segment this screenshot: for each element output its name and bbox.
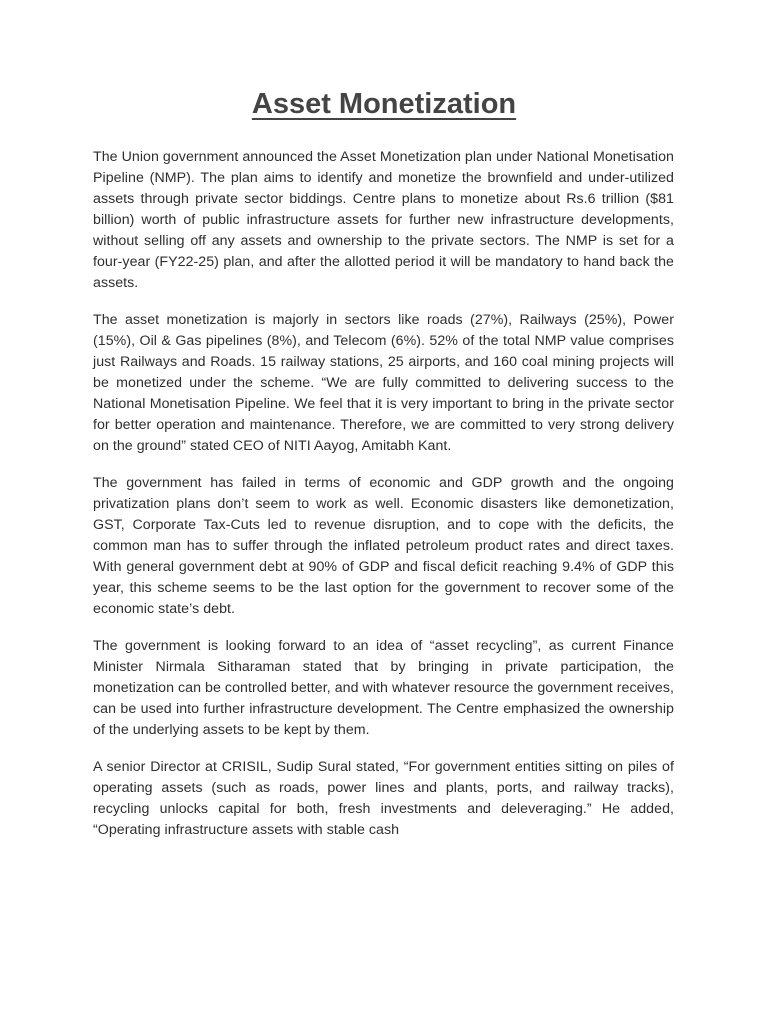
- document-body: [93, 147, 674, 857]
- document-title: Asset Monetization: [251, 88, 517, 120]
- paragraph-sector-breakdown: The asset monetization is majorly in sectors like roads (27%), Railways (25%), Power (15%), Oil & Gas pipelines (8%), and Telecom (6%). 52% of the total NMP value comprises just Railways and Roads. 15 railway stations, 25 airports, and 160 coal mining projects will be monetized under the scheme. “We are fully committed to delivering success to the National Monetisation Pipeline. We feel that it is very important to bring in the private sector for better operation and maintenance. Therefore, we are committed to very strong delivery on the ground” stated CEO of NITI Aayog, Amitabh Kant.: [93, 312, 674, 454]
- paragraph-economic-context: The government has failed in terms of economic and GDP growth and the ongoing privatization plans don’t seem to work as well. Economic disasters like demonetization, GST, Corporate Tax-Cuts led to revenue disruption, and to cope with the deficits, the common man has to suffer through the inflated petroleum product rates and direct taxes. With general government debt at 90% of GDP and fiscal deficit reaching 9.4% of GDP this year, this scheme seems to be the last option for the government to recover some of the economic state’s debt.: [93, 475, 674, 617]
- paragraph-nmp-overview: The Union government announced the Asset Monetization plan under National Monetisation Pipeline (NMP). The plan aims to identify and monetize the brownfield and under-utilized assets through private sector biddings. Centre plans to monetize about Rs.6 trillion ($81 billion) worth of public infrastructure assets for further new infrastructure developments, without selling off any assets and ownership to the private sectors. The NMP is set for a four-year (FY22-25) plan, and after the allotted period it will be mandatory to hand back the assets.: [93, 149, 674, 291]
- paragraph-asset-recycling: The government is looking forward to an idea of “asset recycling”, as current Finance Minister Nirmala Sitharaman stated that by bringing in private participation, the monetization can be controlled better, and with whatever resource the government receives, can be used into further infrastructure development. The Centre emphasized the ownership of the underlying assets to be kept by them.: [93, 638, 674, 738]
- paragraph-crisil-quote: A senior Director at CRISIL, Sudip Sural stated, “For government entities sitting on piles of operating assets (such as roads, power lines and plants, ports, and railway tracks), recycling unlocks capital for both, fresh investments and deleveraging.” He added, “Operating infrastructure assets with stable cash: [93, 759, 674, 838]
